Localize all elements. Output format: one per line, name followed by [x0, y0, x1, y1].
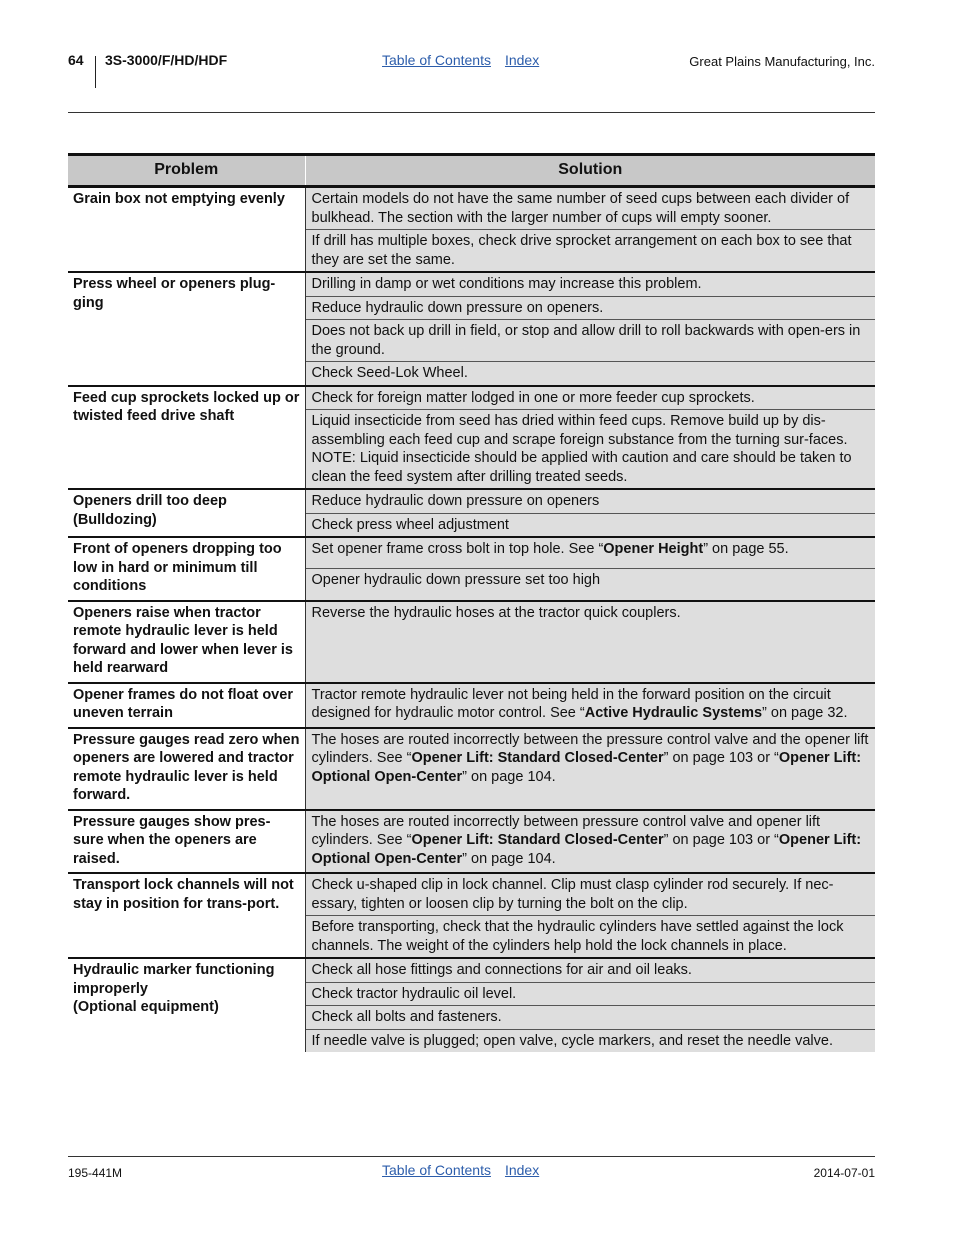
footer-links — [382, 1162, 539, 1178]
solution-cell: Check for foreign matter lodged in one or more feeder cup sprockets. — [305, 386, 875, 410]
document-number: 195-441M — [68, 1166, 123, 1180]
solution-cell: If drill has multiple boxes, check drive sprocket arrangement on each box to see that they are set the same. — [305, 230, 875, 273]
page-footer — [68, 1162, 875, 1186]
table-row — [68, 386, 875, 410]
problem-cell: Pressure gauges show pres-sure when the openers are raised. — [68, 810, 305, 874]
table-row — [68, 958, 875, 982]
solution-text: ” on page 104. — [462, 768, 556, 785]
solution-text: ” on page 103 or “ — [663, 750, 779, 766]
cross-reference-text: Opener Lift: Standard Closed-Center — [411, 832, 664, 848]
solution-cell: Drilling in damp or wet conditions may increase this problem. — [305, 272, 875, 296]
solution-cell: Reduce hydraulic down pressure on openers. — [305, 296, 875, 320]
company-name: Great Plains Manufacturing, Inc. — [689, 54, 875, 69]
solution-cell: Reverse the hydraulic hoses at the tractor quick couplers. — [305, 601, 875, 683]
solution-cell: Check u-shaped clip in lock channel. Clip must clasp cylinder rod securely. If nec-essary, tighten or loosen clip by turning the bolt on the clip. — [305, 873, 875, 916]
table-row — [68, 873, 875, 916]
solution-text: Set opener frame cross bolt in top hole. See “ — [311, 541, 604, 557]
solution-cell — [305, 683, 875, 728]
solution-cell — [305, 728, 875, 810]
model-title: 3S-3000/F/HD/HDF — [105, 52, 228, 68]
solution-cell: Check all hose fittings and connections for air and oil leaks. — [305, 958, 875, 982]
index-link[interactable]: Index — [504, 52, 540, 68]
problem-column-header: Problem — [68, 155, 305, 187]
solution-cell: Before transporting, check that the hydraulic cylinders have settled against the lock channels. The weight of the cylinders help hold the lock channels in place. — [305, 916, 875, 959]
cross-reference-text: Active Hydraulic Systems — [584, 705, 763, 721]
table-row — [68, 272, 875, 296]
solution-text: ” on page 103 or “ — [663, 832, 779, 848]
solution-text: The hoses are routed incorrectly between pressure control valve and opener lift cylinders. See “ — [311, 813, 821, 848]
header-rule — [68, 112, 875, 113]
problem-cell: Opener frames do not float over uneven terrain — [68, 683, 305, 728]
solution-cell: Opener hydraulic down pressure set too high — [305, 569, 875, 601]
problem-cell: Feed cup sprockets locked up or twisted feed drive shaft — [68, 386, 305, 490]
problem-cell: Openers raise when tractor remote hydraulic lever is held forward and lower when lever is held rearward — [68, 601, 305, 683]
problem-cell: Press wheel or openers plug-ging — [68, 272, 305, 386]
solution-cell: Check press wheel adjustment — [305, 513, 875, 537]
solution-cell — [305, 537, 875, 569]
problem-cell: Hydraulic marker functioning improperly (Optional equipment) — [68, 958, 305, 1052]
solution-cell: Liquid insecticide from seed has dried within feed cups. Remove build up by dis-assembling each feed cup and scrape foreign substance from the turning sur-faces. NOTE: Liquid insecticide should be applied with caution and care should be taken to clean the feed system after drilling treated seeds. — [305, 410, 875, 490]
troubleshooting-table — [68, 153, 875, 1052]
table-row — [68, 683, 875, 728]
cross-reference-text: Opener Lift: Standard Closed-Center — [411, 750, 664, 766]
cross-reference-text: Opener Height — [603, 541, 704, 557]
publication-date: 2014-07-01 — [813, 1166, 875, 1180]
table-row — [68, 537, 875, 569]
solution-cell: Reduce hydraulic down pressure on openers — [305, 489, 875, 513]
solution-cell: Check all bolts and fasteners. — [305, 1006, 875, 1030]
table-header-row — [68, 155, 875, 187]
table-row — [68, 728, 875, 810]
page-header — [68, 52, 875, 92]
problem-cell: Pressure gauges read zero when openers are lowered and tractor remote hydraulic lever is held forward. — [68, 728, 305, 810]
table-of-contents-link[interactable]: Table of Contents — [382, 52, 491, 68]
table-row — [68, 187, 875, 230]
problem-cell: Grain box not emptying evenly — [68, 187, 305, 273]
cross-reference-text: Opener Lift: Optional Open-Center — [311, 832, 862, 867]
table-row — [68, 489, 875, 513]
solution-cell: Certain models do not have the same number of seed cups between each divider of bulkhead. The section with the larger number of cups will empty sooner. — [305, 187, 875, 230]
solution-cell: If needle valve is plugged; open valve, cycle markers, and reset the needle valve. — [305, 1029, 875, 1052]
solution-text: ” on page 55. — [703, 541, 789, 557]
cross-reference-text: Opener Lift: Optional Open-Center — [311, 750, 862, 785]
page-number: 64 — [68, 52, 84, 68]
solution-text: ” on page 104. — [462, 850, 556, 867]
header-divider — [95, 56, 96, 88]
table-body — [68, 187, 875, 1053]
solution-text: ” on page 32. — [762, 705, 848, 721]
solution-text: Tractor remote hydraulic lever not being held in the forward position on the circuit designed for hydraulic motor control. See “ — [311, 686, 831, 721]
problem-cell: Front of openers dropping too low in hard or minimum till conditions — [68, 537, 305, 601]
solution-cell: Check Seed-Lok Wheel. — [305, 362, 875, 386]
table-row — [68, 601, 875, 683]
header-links — [382, 52, 539, 68]
solution-column-header: Solution — [305, 155, 875, 187]
footer-rule — [68, 1156, 875, 1157]
problem-cell: Openers drill too deep (Bulldozing) — [68, 489, 305, 537]
solution-cell — [305, 810, 875, 874]
footer-table-of-contents-link[interactable]: Table of Contents — [382, 1162, 491, 1178]
table-row — [68, 810, 875, 874]
solution-cell: Does not back up drill in field, or stop and allow drill to roll backwards with open-ers in the ground. — [305, 320, 875, 362]
problem-cell: Transport lock channels will not stay in position for trans-port. — [68, 873, 305, 958]
solution-cell: Check tractor hydraulic oil level. — [305, 982, 875, 1006]
footer-index-link[interactable]: Index — [504, 1162, 540, 1178]
solution-text: The hoses are routed incorrectly between the pressure control valve and the opener lift cylinders. See “ — [311, 731, 869, 766]
